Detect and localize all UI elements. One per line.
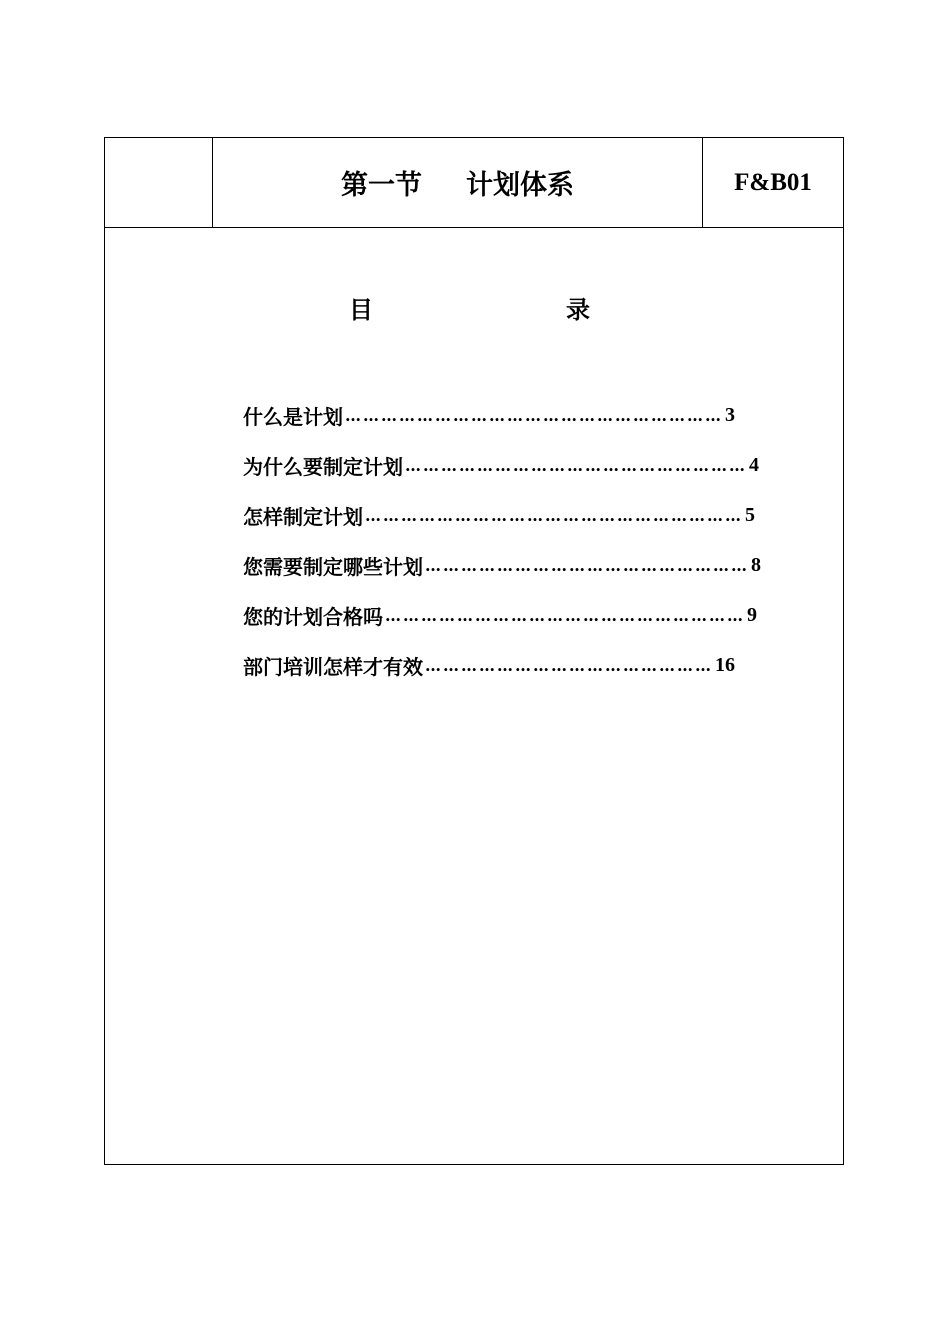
section-title: 计划体系 — [466, 170, 574, 201]
header-row — [105, 138, 843, 228]
toc-entry[interactable] — [243, 440, 759, 490]
toc-list — [243, 390, 761, 690]
toc-entry-leader: ………………………………………… — [425, 655, 713, 675]
toc-entry-leader: ……………………………………………………… — [365, 505, 743, 525]
toc-entry-leader: ………………………………………………… — [405, 455, 747, 475]
toc-entry-label: 什么是计划 — [243, 404, 343, 429]
toc-entry-leader: ……………………………………………… — [425, 555, 749, 575]
document-code: F&B01 — [734, 168, 812, 196]
toc-entry[interactable] — [243, 590, 757, 640]
toc-entry-leader: …………………………………………………… — [385, 605, 745, 625]
toc-entry-label: 您的计划合格吗 — [243, 604, 383, 629]
toc-entry[interactable] — [243, 490, 755, 540]
toc-entry-page: 9 — [747, 603, 757, 626]
toc-entry-page: 5 — [745, 503, 755, 526]
header-title-cell — [213, 138, 703, 227]
toc-entry-page: 8 — [751, 553, 761, 576]
toc-entry-label: 怎样制定计划 — [243, 504, 363, 529]
header-empty-cell — [105, 138, 213, 227]
toc-heading-left: 目 — [349, 295, 373, 324]
toc-entry-label: 您需要制定哪些计划 — [243, 554, 423, 579]
toc-heading-right: 录 — [566, 295, 590, 324]
toc-entry[interactable] — [243, 640, 735, 690]
toc-entry-page: 4 — [749, 453, 759, 476]
toc-entry-label: 部门培训怎样才有效 — [243, 654, 423, 679]
document-frame — [104, 137, 844, 1165]
section-number: 第一节 — [341, 170, 422, 201]
toc-entry-label: 为什么要制定计划 — [243, 454, 403, 479]
toc-entry-leader: ……………………………………………………… — [345, 405, 723, 425]
toc-entry-page: 3 — [725, 403, 735, 426]
toc-entry[interactable] — [243, 540, 761, 590]
toc-entry[interactable] — [243, 390, 735, 440]
toc-entry-page: 16 — [715, 653, 735, 676]
